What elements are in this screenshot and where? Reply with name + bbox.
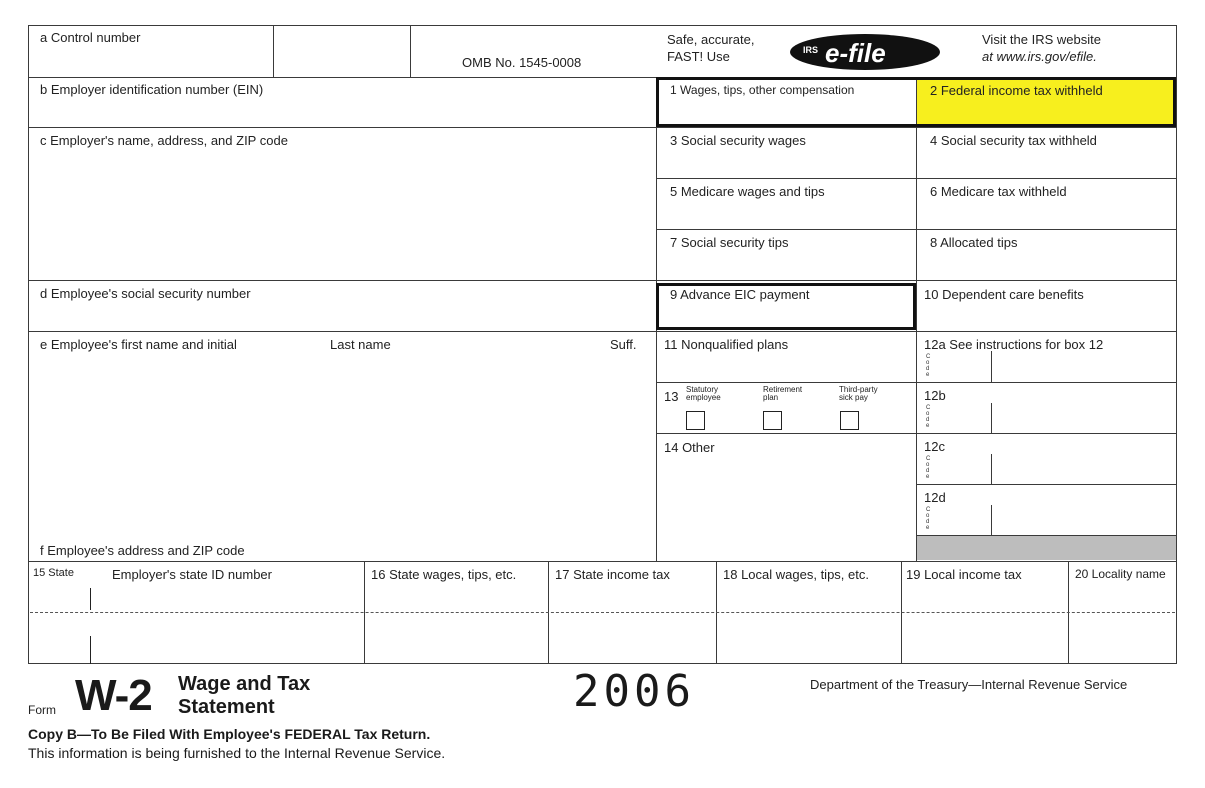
- state-id-label: Employer's state ID number: [112, 567, 272, 582]
- box-15-label: 15 State: [33, 567, 74, 579]
- tax-year: 2006: [573, 666, 695, 717]
- box-17-label: 17 State income tax: [555, 567, 670, 582]
- ein-label: b Employer identification number (EIN): [40, 82, 264, 97]
- statutory-label: Statutory employee: [686, 385, 721, 402]
- title-line-2: Statement: [178, 696, 275, 718]
- efile-text: e-file: [825, 38, 886, 68]
- box-19-label: 19 Local income tax: [906, 567, 1022, 582]
- box-14-label: 14 Other: [664, 440, 715, 455]
- employer-name-label: c Employer's name, address, and ZIP code: [40, 133, 288, 148]
- box-2-label: 2 Federal income tax withheld: [930, 83, 1103, 98]
- visit-text-1: Visit the IRS website: [982, 32, 1101, 47]
- ssn-label: d Employee's social security number: [40, 286, 251, 301]
- first-name-label: e Employee's first name and initial: [40, 337, 237, 352]
- omb-number: OMB No. 1545-0008: [462, 55, 582, 70]
- box-13-label: 13: [664, 389, 679, 404]
- statutory-checkbox[interactable]: [686, 411, 705, 430]
- suffix-label: Suff.: [610, 337, 637, 352]
- efile-logo: [789, 33, 941, 71]
- code-label-12d: C o d e: [926, 507, 931, 531]
- box-9-label: 9 Advance EIC payment: [670, 287, 810, 302]
- box-5-label: 5 Medicare wages and tips: [670, 184, 825, 199]
- box-1-label: 1 Wages, tips, other compensation: [670, 83, 855, 97]
- box-3-label: 3 Social security wages: [670, 133, 806, 148]
- info-line: This information is being furnished to the Internal Revenue Service.: [28, 745, 446, 761]
- department-text: Department of the Treasury—Internal Revenue Service: [810, 677, 1128, 692]
- box-16-label: 16 State wages, tips, etc.: [371, 567, 517, 582]
- box-7-label: 7 Social security tips: [670, 235, 789, 250]
- control-number-label: a Control number: [40, 30, 141, 45]
- form-word: Form: [28, 703, 56, 717]
- box-10-label: 10 Dependent care benefits: [924, 287, 1084, 302]
- form-name: W-2: [75, 671, 152, 720]
- thirdparty-checkbox[interactable]: [840, 411, 859, 430]
- last-name-label: Last name: [330, 337, 391, 352]
- box-20-label: 20 Locality name: [1075, 567, 1166, 581]
- state-row-divider: [30, 612, 1175, 613]
- box-11-label: 11 Nonqualified plans: [664, 337, 789, 352]
- thirdparty-label: Third-party sick pay: [839, 385, 878, 402]
- box-18-label: 18 Local wages, tips, etc.: [723, 567, 869, 582]
- code-label-12a: C o d e: [926, 354, 931, 378]
- box-8-label: 8 Allocated tips: [930, 235, 1018, 250]
- box-12a-label: 12a See instructions for box 12: [924, 337, 1104, 352]
- visit-text-2: at www.irs.gov/efile.: [982, 49, 1097, 64]
- code-label-12c: C o d e: [926, 456, 931, 480]
- box-4-label: 4 Social security tax withheld: [930, 133, 1097, 148]
- box-12d-label: 12d: [924, 490, 946, 505]
- box-12b-label: 12b: [924, 388, 946, 403]
- retirement-checkbox[interactable]: [763, 411, 782, 430]
- shaded-area: [916, 536, 1176, 560]
- copy-b-line: Copy B—To Be Filed With Employee's FEDERAL Tax Return.: [28, 726, 431, 742]
- employee-address-label: f Employee's address and ZIP code: [40, 543, 245, 558]
- retirement-label: Retirement plan: [763, 385, 803, 402]
- code-label-12b: C o d e: [926, 405, 931, 429]
- box-12c-label: 12c: [924, 439, 945, 454]
- title-line-1: Wage and Tax: [178, 673, 311, 695]
- efile-irs-text: IRS: [803, 45, 819, 55]
- safe-text-1: Safe, accurate,: [667, 32, 755, 47]
- safe-text-2: FAST! Use: [667, 49, 730, 64]
- box-6-label: 6 Medicare tax withheld: [930, 184, 1067, 199]
